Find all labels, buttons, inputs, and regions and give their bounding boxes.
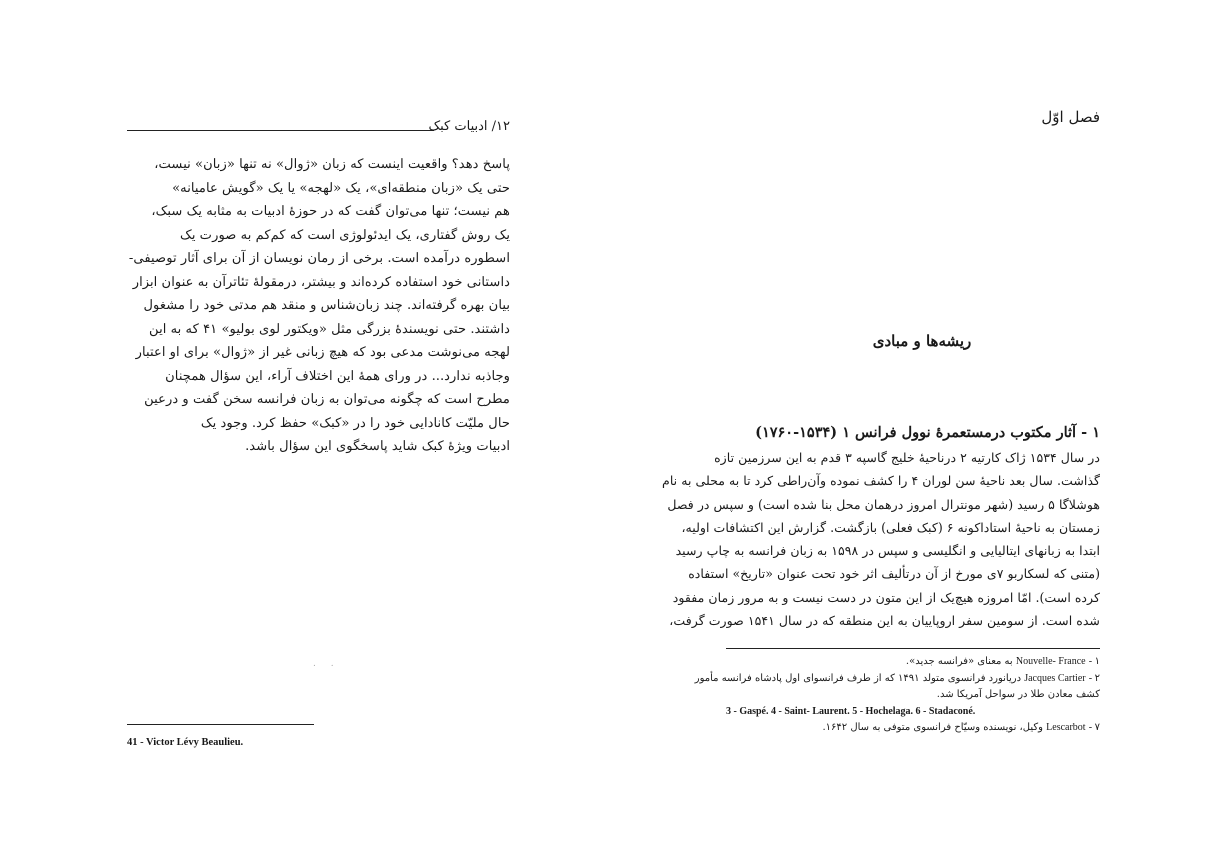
text-line: حتی یک «زبان منطقه‌ای»، یک «لهجه» یا یک «گویش عامیانه» (172, 180, 510, 196)
footnote-2 (694, 671, 1100, 688)
footnotes-3-6: 3 - Gaspé. 4 - Saint- Laurent. 5 - Hochelaga. 6 - Stadaconé. (726, 705, 976, 717)
text-line: وجاذبه ندارد... در ورای همهٔ این اختلاف آراء، این سؤال همچنان (165, 368, 510, 384)
scan-dots: . . (313, 659, 340, 669)
footnote-latin: Nouvelle- France (1015, 656, 1086, 667)
text-line: مطرح است که چگونه می‌توان به زبان فرانسه سخن گفت و درعین (144, 392, 510, 407)
text-line: یک روش گفتاری، یک ایدئولوژی است که کم‌کم به صورت یک (180, 227, 510, 243)
footnote-1 (726, 654, 1100, 671)
text-line: داستانی خود استفاده کرده‌اند و بیشتر، درمقولهٔ تئاترآن به عنوان ابزار (132, 274, 510, 290)
left-body-text (128, 153, 510, 459)
section-heading: ۱ - آثار مکتوب درمستعمرهٔ نوول فرانس ۱ (۱۵۳۴-۱۷۶۰) (755, 424, 1100, 441)
footnote-text: به معنای «فرانسه جدید». (905, 656, 1013, 667)
footnote-rule (726, 648, 1100, 649)
footnote-text: کشف معادن طلا در سواحل آمریکا شد. (936, 689, 1100, 700)
text-line: لهجه می‌نوشت مدعی بود که هیچ زبانی غیر از «ژوال» برای او اعتبار (135, 345, 510, 360)
footnote-latin: Lescarbot (1046, 722, 1086, 733)
text-line: گذاشت. سال بعد ناحیهٔ سن لوران ۴ را کشف نموده وآن‌راطی کرد تا به محلی به نام (662, 473, 1100, 489)
text-line: حال ملیّت کانادایی خود را در «کبک» حفظ کرد. وجود یک (200, 415, 510, 431)
footnote-number: ۷ - (1088, 722, 1100, 733)
text-line: پاسخ دهد؟ واقعیت اینست که زبان «ژوال» نه تنها «زبان» نیست، (154, 157, 510, 172)
footnote-41: 41 - Victor Lévy Beaulieu. (127, 737, 244, 748)
text-line: شده است. از سومین سفر اروپاییان به این منطقه که در سال ۱۵۴۱ صورت گرفت، (669, 613, 1100, 629)
chapter-label: فصل اوّل (1041, 108, 1100, 126)
text-line: کرده است). امّا امروزه هیچ‌یک از این متون در دست نیست و به مرور زمان مفقود (672, 589, 1100, 605)
text-line: زمستان به ناحیهٔ استاداکونه ۶ (کبک فعلی) بازگشت. گزارش این اکتشافات اولیه، (681, 519, 1100, 535)
running-head: ۱۲/ ادبیات کبک (428, 119, 510, 134)
right-page (605, 0, 1210, 858)
chapter-title: ریشه‌ها و مبادی (872, 332, 972, 350)
text-line: ادبیات ویژهٔ کبک شاید پاسخگوی این سؤال باشد. (245, 439, 510, 454)
footnote-text: وکیل، نویسنده وسیّاح فرانسوی متوفی به سال ۱۶۴۲. (822, 722, 1043, 733)
footnote-2-continued (726, 687, 1100, 704)
text-line: در سال ۱۵۳۴ ژاک کارتیه ۲ درناحیهٔ خلیج گاسپه ۳ قدم به این سرزمین تازه (714, 450, 1100, 465)
text-line: (متنی که لسکاربو ۷ی مورخ از آن درتألیف اثر خود تحت عنوان «تاریخ» استفاده (688, 566, 1100, 582)
text-line: هوشلاگا ۵ رسید (شهر مونترال امروز درهمان محل بنا شده است) و سپس در فصل (667, 496, 1100, 512)
right-body-text (662, 446, 1100, 632)
footnote-7 (726, 720, 1100, 737)
footnote-rule (127, 724, 314, 725)
header-rule (127, 130, 434, 131)
footnote-number: ۲ - (1088, 672, 1100, 684)
text-line: اسطوره درآمده است. برخی از رمان نویسان از آن برای آثار توصیفی- (128, 251, 510, 266)
text-line: بیان بهره گرفته‌اند. چند زبان‌شناس و منقد هم مدتی خود را مشغول (143, 298, 510, 313)
footnote-text: دریانورد فرانسوی متولد ۱۴۹۱ که از طرف فرانسوای اول پادشاه فرانسه مأمور (694, 672, 1022, 684)
text-line: داشتند. حتی نویسندهٔ بزرگی مثل «ویکتور لوی بولیو» ۴۱ که به این (149, 321, 510, 337)
text-line: هم نیست؛ تنها می‌توان گفت که در حوزهٔ ادبیات به مثابه یک سبک، (151, 204, 510, 219)
footnote-latin: Jacques Cartier (1024, 672, 1086, 684)
footnotes (694, 654, 1100, 737)
text-line: ابتدا به زبانهای ایتالیایی و انگلیسی و سپس در ۱۵۹۸ به زبان فرانسه به چاپ رسید (675, 543, 1100, 559)
footnote-number: ۱ - (1088, 656, 1100, 667)
